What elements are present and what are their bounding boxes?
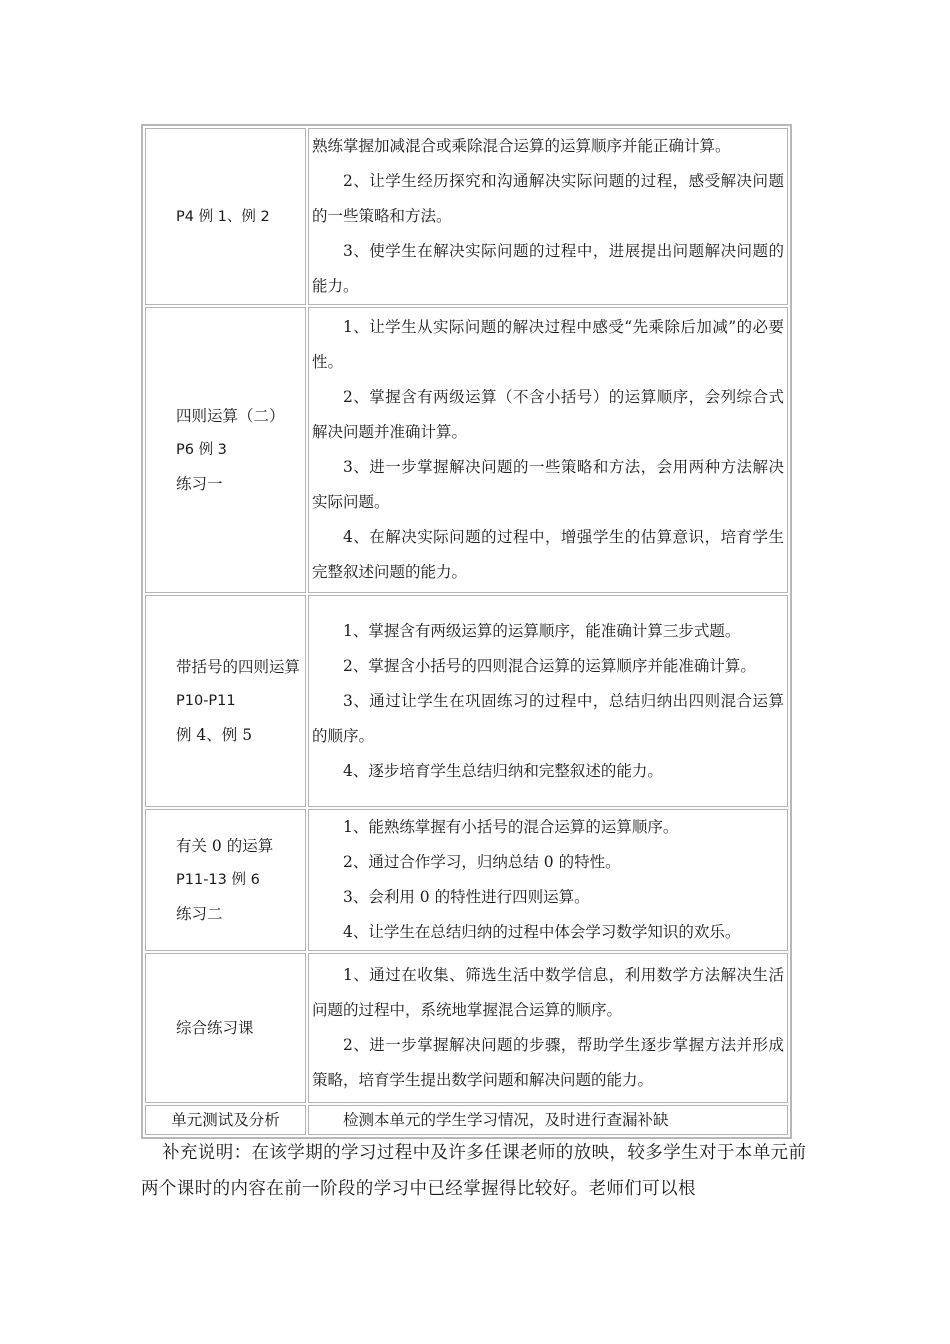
lesson-title-cell: 单元测试及分析: [145, 1105, 306, 1135]
objective-text: 3、使学生在解决实际问题的过程中，进展提出问题解决问题的能力。: [312, 242, 784, 295]
lesson-title-cell: [145, 128, 306, 305]
objectives-cell: [308, 1105, 788, 1135]
objective-text: 4、让学生在总结归纳的过程中体会学习数学知识的欢乐。: [343, 923, 741, 941]
objective-text: 2、掌握含小括号的四则混合运算的运算顺序并能准确计算。: [343, 656, 756, 675]
lesson-exercise-line: 练习一: [176, 475, 223, 493]
table-row: [145, 1105, 788, 1135]
objectives-cell: [308, 307, 788, 593]
objective-text: 1、通过在收集、筛选生活中数学信息，利用数学方法解决生活问题的过程中，系统地掌握混合运算的顺序。: [312, 966, 784, 1019]
objectives-cell: [308, 953, 788, 1103]
table-row: [145, 595, 788, 807]
lesson-title-line: 综合练习课: [176, 1019, 254, 1037]
objective-text: 1、让学生从实际问题的解决过程中感受“先乘除后加减”的必要性。: [312, 318, 784, 371]
objectives-cell: [308, 595, 788, 807]
lesson-page-ref: P6 例 3: [176, 442, 227, 458]
lesson-title-cell: [145, 595, 306, 807]
lesson-page-ref: P11-13 例 6: [176, 872, 260, 888]
lesson-title-line: P4 例 1、例 2: [176, 208, 270, 225]
objective-text: 1、能熟练掌握有小括号的混合运算的运算顺序。: [343, 818, 679, 836]
objective-text: 熟练掌握加减混合或乘除混合运算的运算顺序并能正确计算。: [312, 137, 731, 155]
objective-text: 3、进一步掌握解决问题的一些策略和方法，会用两种方法解决实际问题。: [312, 458, 784, 511]
objective-text: 4、在解决实际问题的过程中，增强学生的估算意识，培育学生完整叙述问题的能力。: [312, 528, 784, 581]
objective-text: 检测本单元的学生学习情况，及时进行查漏补缺: [343, 1111, 669, 1129]
objective-text: 2、让学生经历探究和沟通解决实际问题的过程，感受解决问题的一些策略和方法。: [312, 172, 784, 225]
lesson-title-line: 带括号的四则运算: [176, 658, 301, 676]
objectives-cell: [308, 809, 788, 951]
table-row: [145, 307, 788, 593]
objective-text: 2、通过合作学习，归纳总结 0 的特性。: [343, 853, 621, 871]
objective-text: 2、进一步掌握解决问题的步骤，帮助学生逐步掌握方法并形成策略，培育学生提出数学问题和解决问题的能力。: [312, 1036, 784, 1089]
objective-text: 3、会利用 0 的特性进行四则运算。: [343, 888, 590, 906]
lesson-plan-table: [141, 124, 792, 1139]
objective-text: 2、掌握含有两级运算（不含小括号）的运算顺序，会列综合式解决问题并准确计算。: [312, 388, 784, 441]
lesson-exercise-line: 练习二: [176, 905, 223, 923]
lesson-page-ref: P10-P11: [176, 693, 236, 709]
objective-text: 3、通过让学生在巩固练习的过程中，总结归纳出四则混合运算的顺序。: [312, 691, 784, 745]
lesson-title-line: 四则运算（二）: [176, 407, 285, 425]
supplementary-note: 补充说明：在该学期的学习过程中及许多任课老师的放映，较多学生对于本单元前两个课时的内容在前一阶段的学习中已经掌握得比较好。老师们可以根: [141, 1143, 807, 1199]
lesson-title-cell: [145, 809, 306, 951]
lesson-title-line: 有关 0 的运算: [176, 837, 274, 855]
lesson-title-cell: [145, 307, 306, 593]
table-row: [145, 953, 788, 1103]
lesson-title-cell: [145, 953, 306, 1103]
objective-text: 1、掌握含有两级运算的运算顺序，能准确计算三步式题。: [343, 621, 741, 640]
objective-text: 4、逐步培育学生总结归纳和完整叙述的能力。: [343, 761, 663, 780]
objectives-cell: [308, 128, 788, 305]
table-row: [145, 128, 788, 305]
table-row: [145, 809, 788, 951]
lesson-example-line: 例 4、例 5: [176, 726, 253, 744]
